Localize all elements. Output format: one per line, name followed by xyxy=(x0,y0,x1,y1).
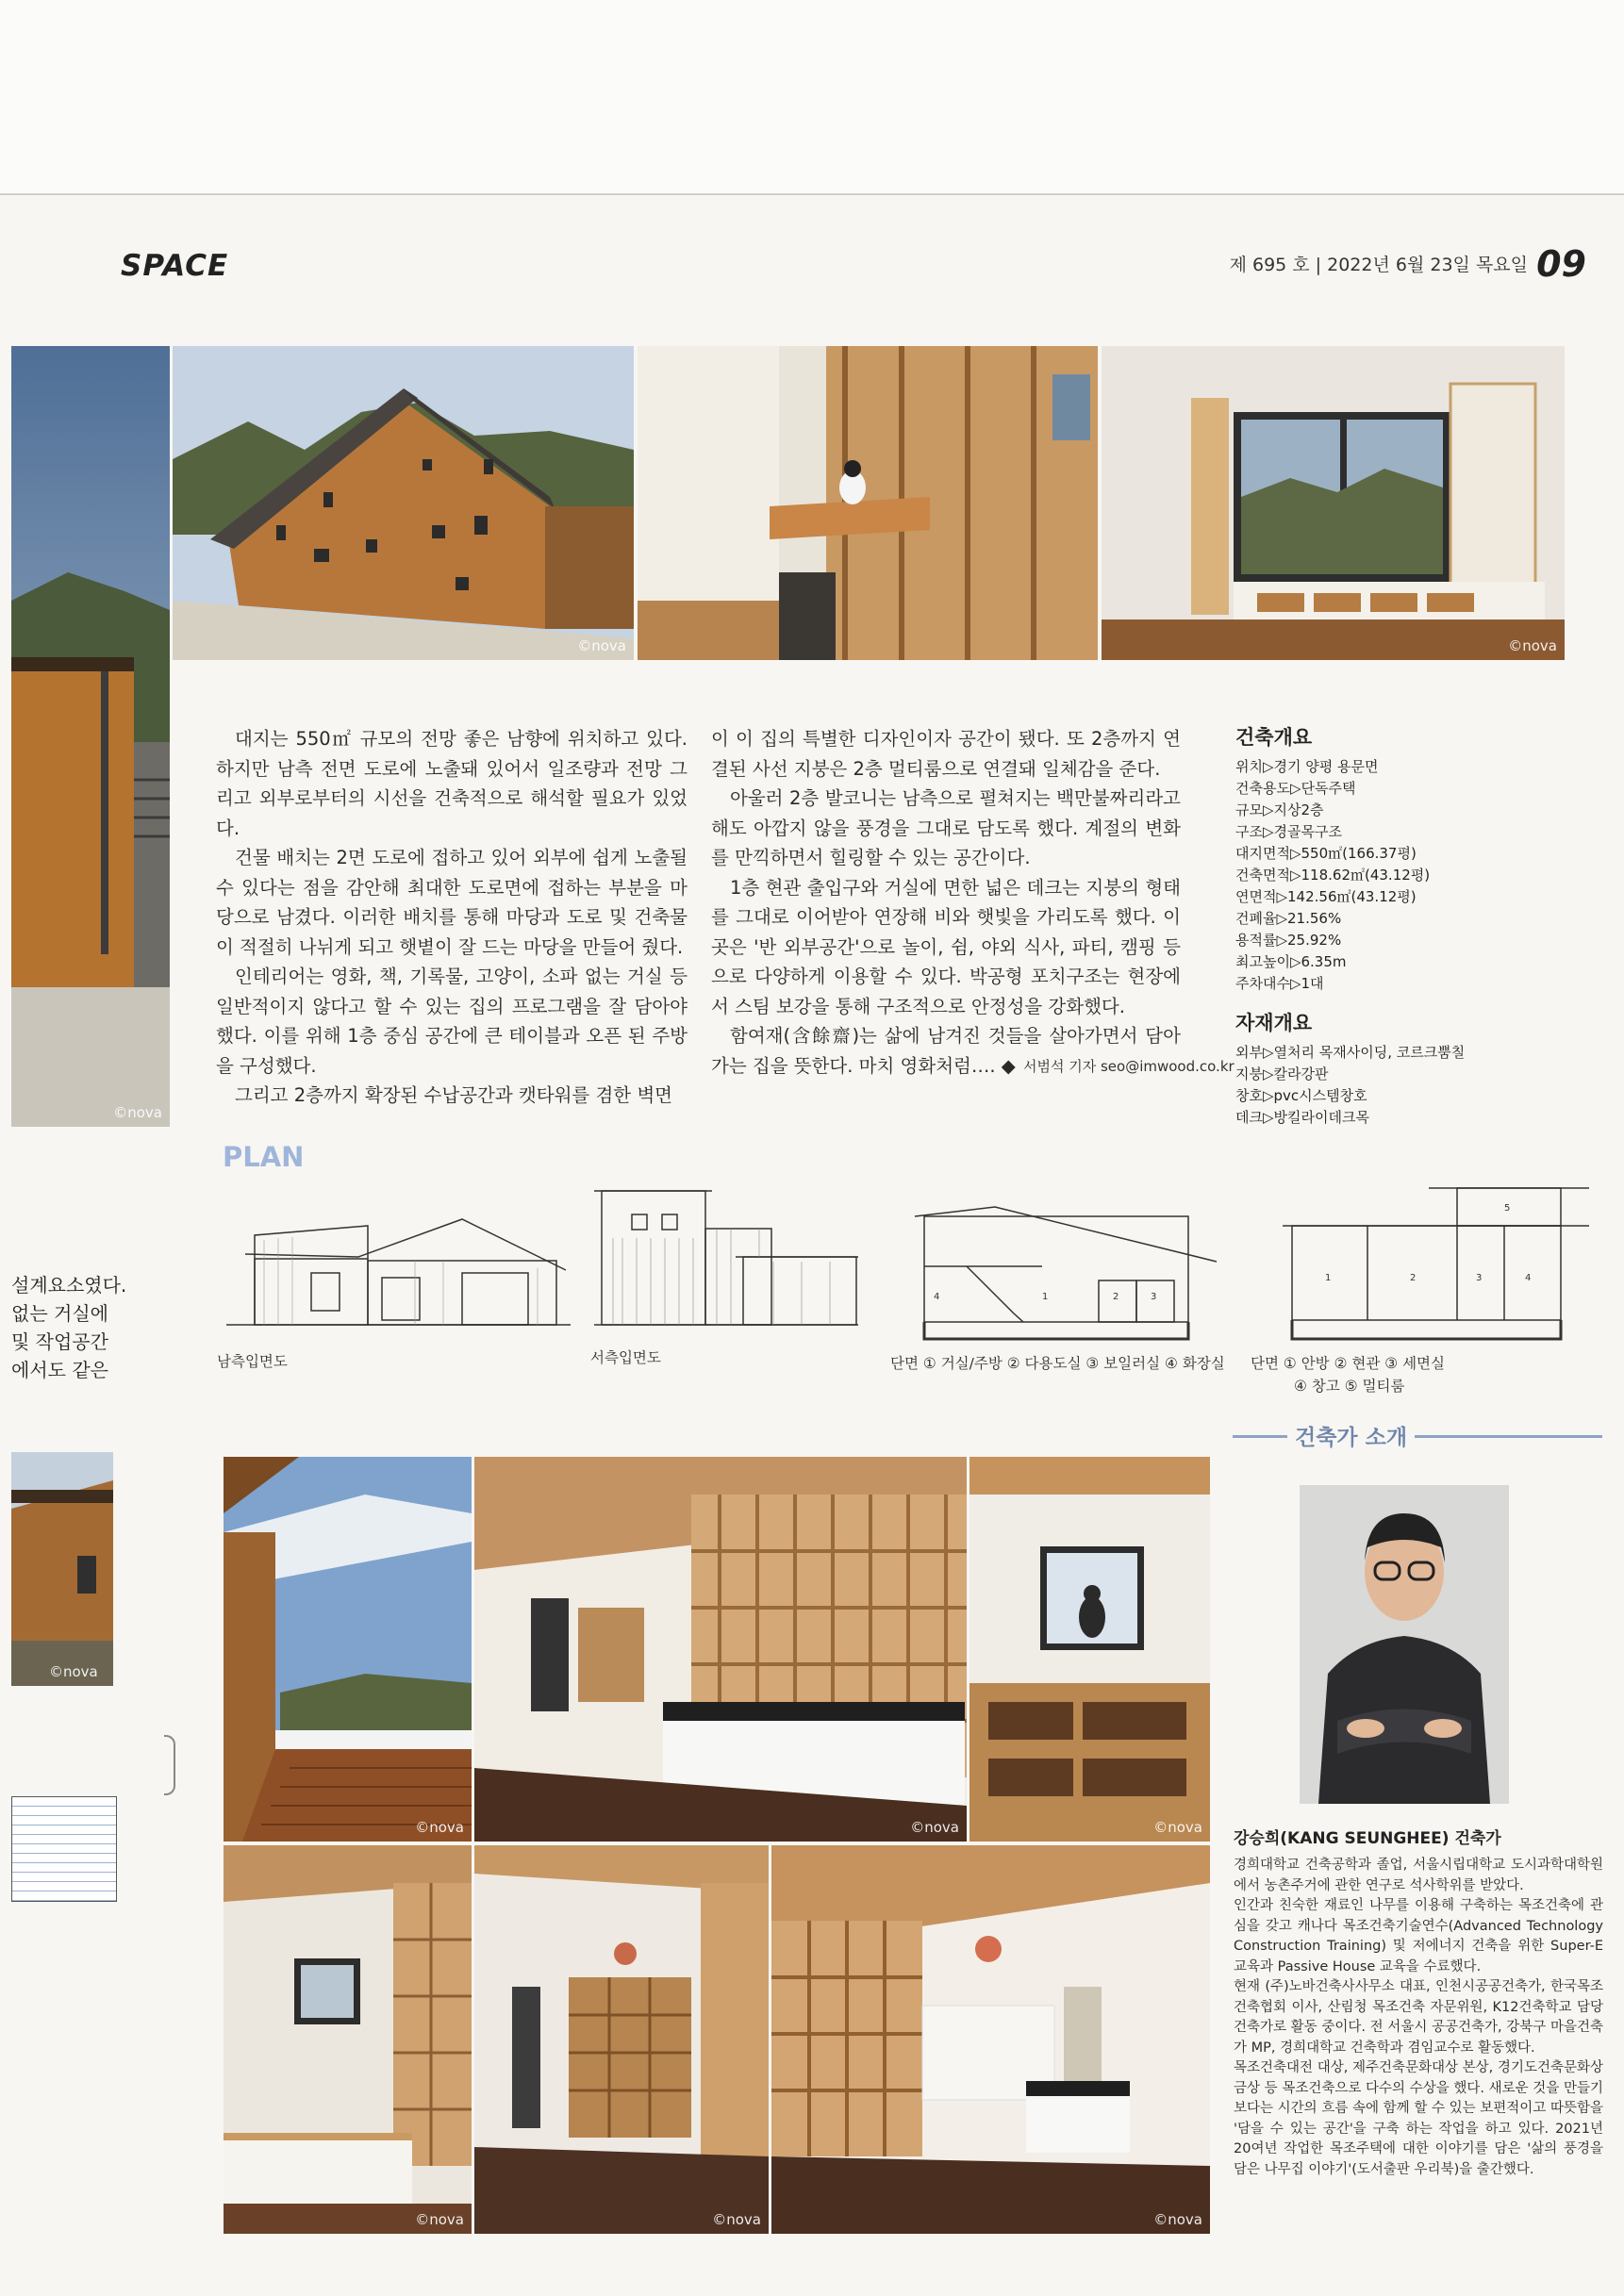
section-2-caption-line2: ④ 창고 ⑤ 멀티룸 xyxy=(1294,1378,1405,1395)
issue-info: 제 695 호 | 2022년 6월 23일 목요일 xyxy=(1229,255,1528,275)
svg-text:4: 4 xyxy=(934,1292,940,1302)
svg-text:5: 5 xyxy=(1504,1203,1511,1214)
bio-paragraph: 현재 (주)노바건축사사무소 대표, 인천시공공건축가, 한국목조건축협회 이사, 산림청 목조건축 자문위원, K12건축학교 담당건축가로 활동 중이다. 전 서울시 공공건축가, 강북구 마을건축가 MP, 경희대학교 건축학과 겸임교수로 활동했다. xyxy=(1234,1979,1603,2056)
materials-title: 자재개요 xyxy=(1235,1012,1313,1034)
photo-credit: ©nova xyxy=(113,1104,162,1121)
photo-interior-stair-cat xyxy=(638,346,1098,660)
photo-credit: ©nova xyxy=(1153,1819,1202,1836)
fragment-line: 및 작업공간 xyxy=(11,1330,108,1353)
paragraph: 아울러 2층 발코니는 남측으로 펼쳐지는 백만불짜리라고 해도 아깝지 않을 풍경을 그대로 담도록 했다. 계절의 변화를 만끽하면서 힐링할 수 있는 공간이다. xyxy=(711,787,1181,868)
west-elevation-drawing xyxy=(594,1172,858,1334)
overview-item: 대지면적▷550㎡(166.37평) xyxy=(1235,845,1417,862)
overview-item: 구조▷경골목구조 xyxy=(1235,823,1342,840)
svg-text:4: 4 xyxy=(1525,1273,1532,1283)
paragraph: 함여재(含餘齋)는 삶에 남겨진 것들을 살아가면서 담아가는 집을 뜻한다. 마치 영화처럼…. ◆ xyxy=(711,1025,1181,1077)
bio-paragraph: 경희대학교 건축공학과 졸업, 서울시립대학교 도시과학대학원에서 농촌주거에 관한 연구로 석사학위를 받았다. xyxy=(1234,1858,1603,1893)
paragraph: 이 이 집의 특별한 디자인이자 공간이 됐다. 또 2층까지 연결된 사선 지붕은 2층 멀티룸으로 연결돼 일체감을 준다. xyxy=(711,728,1181,780)
overview-title: 건축개요 xyxy=(1235,726,1313,749)
overview-item: 규모▷지상2층 xyxy=(1235,801,1324,818)
materials-item: 외부▷열처리 목재사이딩, 코르크뿜칠 xyxy=(1235,1044,1466,1061)
plan-title: PLAN xyxy=(223,1141,305,1173)
bio-paragraph: 목조건축대전 대상, 제주건축문화대상 본상, 경기도건축문화상 금상 등 목조건축으로 다수의 수상을 했다. 새로운 것을 만들기보다는 시간의 흐름 속에 함께 할 수 있는 보편적이고 따뜻함을 '담을 수 있는 공간'을 구축 하는 작업을 하고 있다. 2021년 20여년 작업한 목조주택에 대한 이야기를 담은 '삶의 풍경을 담은 나무집 이야기'(도서출판 우리북)을 출간했다. xyxy=(1234,2060,1603,2177)
photo-exterior-left-crop xyxy=(11,346,170,1127)
photo-balcony-deck xyxy=(224,1457,472,1842)
section-drawing-1 xyxy=(910,1177,1221,1342)
overview-item: 최고높이▷6.35m xyxy=(1235,953,1347,970)
fragment-line: 없는 거실에 xyxy=(11,1302,108,1325)
west-elevation-caption: 서측입면도 xyxy=(590,1349,661,1366)
bio-paragraph: 인간과 친숙한 재료인 나무를 이용해 구축하는 목조건축에 관심을 갖고 캐나다 목조건축기술연수(Advanced Technology Construction Training) 및 저에너지 건축을 위한 Super-E 교육과 Passive House 교육을 수료했다. xyxy=(1234,1898,1603,1974)
architect-name: 강승희(KANG SEUNGHEE) 건축가 xyxy=(1234,1829,1501,1848)
svg-text:1: 1 xyxy=(1042,1292,1049,1302)
article-column-1 xyxy=(216,724,688,1111)
materials-item: 창호▷pvc시스템창호 xyxy=(1235,1087,1367,1104)
paragraph: 1층 현관 출입구와 거실에 면한 넓은 데크는 지붕의 형태를 그대로 이어받아 연장해 비와 햇빛을 가리도록 했다. 이곳은 '반 외부공간'으로 놀이, 쉼, 야외 식사, 파티, 캠핑 등으로 다양하게 이용할 수 있다. 박공형 포치구조는 현장에서 스팀 보강을 통해 구조적으로 안정성을 강화했다. xyxy=(711,876,1181,1017)
article-column-2 xyxy=(711,724,1181,1081)
photo-hall-stair-shelves xyxy=(474,1845,769,2234)
architect-section-heading xyxy=(1233,1422,1602,1450)
svg-text:1: 1 xyxy=(1325,1273,1332,1283)
overview-item: 주차대수▷1대 xyxy=(1235,975,1324,992)
materials-list xyxy=(1235,1042,1594,1129)
svg-text:2: 2 xyxy=(1113,1292,1119,1302)
paragraph: 인테리어는 영화, 책, 기록물, 고양이, 소파 없는 거실 등 일반적이지 않다고 할 수 있는 집의 프로그램을 잘 담아야 했다. 이를 위해 1층 중심 공간에 큰 테이블과 오픈 된 주방을 구성했다. xyxy=(216,966,688,1077)
materials-item: 지붕▷칼라강판 xyxy=(1235,1065,1329,1082)
paragraph: 대지는 550㎡ 규모의 전망 좋은 남향에 위치하고 있다. 하지만 남측 전면 도로에 노출돼 있어서 일조량과 전망 그리고 외부로부터의 시선을 건축적으로 해석할 필요가 있었다. xyxy=(216,728,688,839)
prev-page-text-fragment xyxy=(11,1271,126,1384)
byline: 서범석 기자 seo@imwood.co.kr xyxy=(1023,1058,1235,1075)
photo-window-cat-bookshelf xyxy=(969,1457,1210,1842)
photo-exterior-house xyxy=(173,346,634,660)
photo-credit: ©nova xyxy=(712,2211,761,2228)
south-elevation-caption: 남측입면도 xyxy=(217,1353,288,1370)
svg-text:2: 2 xyxy=(1410,1273,1417,1283)
architect-bio xyxy=(1234,1856,1603,2180)
svg-text:3: 3 xyxy=(1476,1273,1483,1283)
section-drawing-2 xyxy=(1278,1169,1589,1342)
photo-credit: ©nova xyxy=(577,637,626,654)
south-elevation-drawing xyxy=(226,1183,571,1334)
scan-top-margin xyxy=(0,0,1624,195)
overview-item: 건축면적▷118.62㎡(43.12평) xyxy=(1235,867,1431,884)
overview-item: 위치▷경기 양평 용문면 xyxy=(1235,758,1379,775)
fragment-line: 설계요소였다. xyxy=(11,1274,127,1297)
overview-item: 연면적▷142.56㎡(43.12평) xyxy=(1235,888,1417,905)
architect-portrait xyxy=(1300,1485,1509,1804)
photo-exterior-left-crop-2 xyxy=(11,1452,113,1686)
photo-credit: ©nova xyxy=(415,2211,464,2228)
photo-kitchen-living xyxy=(474,1457,967,1842)
photo-credit: ©nova xyxy=(910,1819,959,1836)
section-2-caption: 단면 ① 안방 ② 현관 ③ 세면실 xyxy=(1251,1355,1446,1372)
building-overview xyxy=(1235,722,1594,1129)
overview-item: 용적률▷25.92% xyxy=(1235,932,1342,949)
materials-item: 데크▷방킬라이데크목 xyxy=(1235,1109,1369,1126)
overview-item: 건폐율▷21.56% xyxy=(1235,910,1342,927)
sticky-note-edge xyxy=(11,1796,117,1902)
overview-list xyxy=(1235,756,1594,995)
svg-text:3: 3 xyxy=(1151,1292,1157,1302)
photo-credit: ©nova xyxy=(1508,637,1557,654)
architect-heading-text: 건축가 소개 xyxy=(1287,1420,1415,1451)
photo-credit: ©nova xyxy=(1153,2211,1202,2228)
section-title: SPACE xyxy=(121,249,229,283)
fragment-line: 에서도 같은 xyxy=(11,1359,108,1381)
section-1-caption: 단면 ① 거실/주방 ② 다용도실 ③ 보일러실 ④ 화장실 xyxy=(890,1355,1225,1372)
page-number: 09 xyxy=(1536,243,1586,285)
photo-bedroom-window xyxy=(1102,346,1565,660)
binder-mark xyxy=(164,1735,175,1795)
paragraph: 그리고 2층까지 확장된 수납공간과 캣타워를 겸한 벽면 xyxy=(235,1084,673,1106)
photo-open-kitchen-wide xyxy=(771,1845,1210,2234)
photo-credit: ©nova xyxy=(49,1663,98,1680)
paragraph: 건물 배치는 2면 도로에 접하고 있어 외부에 쉽게 노출될 수 있다는 점을 감안해 최대한 도로면에 접하는 부분을 마당으로 남겼다. 이러한 배치를 통해 마당과 도로 및 건축물이 적절히 나뉘게 되고 햇볕이 잘 드는 마당을 만들어 줬다. xyxy=(216,847,688,958)
photo-credit: ©nova xyxy=(415,1819,464,1836)
overview-item: 건축용도▷단독주택 xyxy=(1235,780,1356,797)
photo-room-window-shelves xyxy=(224,1845,472,2234)
